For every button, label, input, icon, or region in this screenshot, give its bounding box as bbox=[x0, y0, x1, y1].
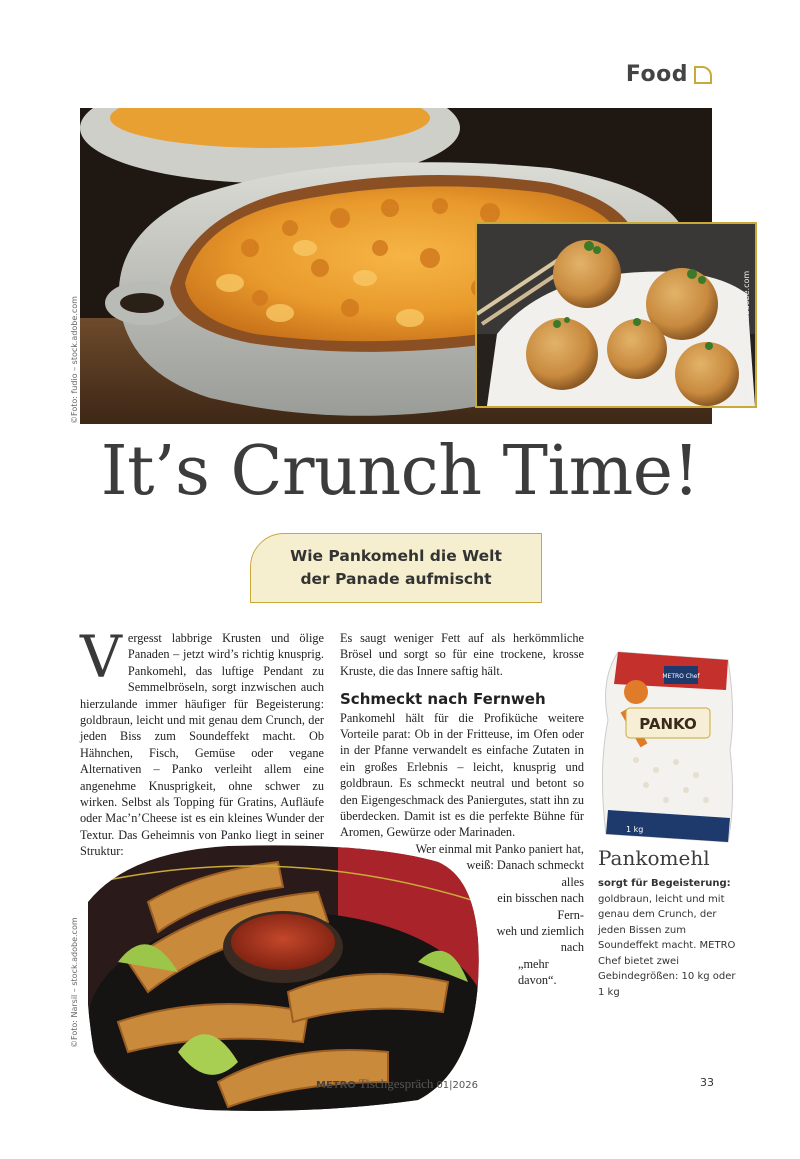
pack-weight: 1 kg bbox=[626, 825, 644, 834]
pack-brand: METRO Chef bbox=[662, 673, 700, 680]
article-col2-body: Pankomehl hält für die Profiküche weitere Vorteile parat: Ob in der Fritteuse, im Ofen oder in der Pfanne verwandelt es einfache Zutaten in ein großes Erlebnis – leicht, knusprig und goldbraun. Es schmeckt neutral und betont so den Eigengeschmack des Paniergutes, statt ihn zu überdecken. Damit ist es die perfekte Bühne für Aromen, Gewürze oder Marinaden. bbox=[340, 710, 584, 840]
footer bbox=[316, 1076, 478, 1092]
tail-line: „mehr davon“. bbox=[518, 956, 557, 988]
dropcap: V bbox=[80, 623, 122, 691]
product-text: goldbraun, leicht und mit genau dem Crunch, der jeden Bissen zum Soundeffekt macht. METRO Chef bietet zwei Gebindegrößen: 10 kg oder 1 kg bbox=[598, 893, 736, 998]
page-number: 33 bbox=[700, 1076, 714, 1089]
section-mark-icon bbox=[694, 66, 712, 84]
inset-photo-credit: ©Foto: FomaA – stock.adobe.com bbox=[742, 270, 751, 406]
section-tag bbox=[626, 62, 712, 87]
hero-photo-credit: ©Foto: fudio – stock.adobe.com bbox=[70, 296, 79, 424]
product-pack-panko bbox=[596, 650, 740, 844]
article-col1-text: ergesst labbrige Krusten und ölige Panaden – jetzt wird’s richtig knusprig. Pankomehl, das luftige Pendant zu Semmelbröseln, sorgt inzwischen auch hierzulande immer häufiger für Begeisterung: goldbraun, leicht und mit genau dem Crunch, der jeden Biss zum Soundeffekt macht. Ob Hähnchen, Fisch, Gemüse oder vegane Alternativen – Panko verleiht allem eine angenehme Knusprigkeit, ohne schwer zu wirken. Selbst als Topping für Gratins, Aufläufe oder Mac’n’Cheese ist es ein kleines Wunder der Textur. Das Geheimnis von Panko liegt in seiner Struktur: bbox=[80, 631, 324, 859]
tail-line: Wer einmal mit Panko paniert hat, bbox=[415, 841, 584, 856]
subheadline-box bbox=[250, 533, 542, 603]
product-lead: sorgt für Begeisterung: bbox=[598, 878, 731, 889]
footer-brand: METRO bbox=[316, 1080, 356, 1091]
article-col2-intro: Es saugt weniger Fett auf als herkömmliche Brösel und sorgt so für eine trockene, krosse Kruste, die das Innere saftig hält. bbox=[340, 631, 584, 678]
subheadline: Wie Pankomehl die Welt der Panade aufmischt bbox=[290, 547, 502, 588]
inset-image-croquettes bbox=[475, 222, 757, 408]
headline: It’s Crunch Time! bbox=[100, 432, 700, 511]
shrimp-photo-credit: ©Foto: Narsil – stock.adobe.com bbox=[70, 917, 79, 1048]
article-column-1 bbox=[80, 623, 324, 860]
product-title: Pankomehl bbox=[598, 846, 710, 870]
footer-issue: 01|2026 bbox=[436, 1080, 478, 1091]
footer-magazine: Tischgespräch bbox=[358, 1076, 434, 1091]
tail-line: weh und ziemlich nach bbox=[496, 923, 584, 955]
article-subheading: Schmeckt nach Fernweh bbox=[340, 690, 546, 709]
tail-line: ein bisschen nach Fern- bbox=[497, 891, 584, 922]
shrimp-image bbox=[88, 842, 484, 1114]
tail-line: weiß: Danach schmeckt alles bbox=[466, 858, 584, 889]
product-description bbox=[598, 876, 738, 1000]
pack-label: PANKO bbox=[639, 715, 697, 733]
section-label: Food bbox=[625, 62, 688, 87]
